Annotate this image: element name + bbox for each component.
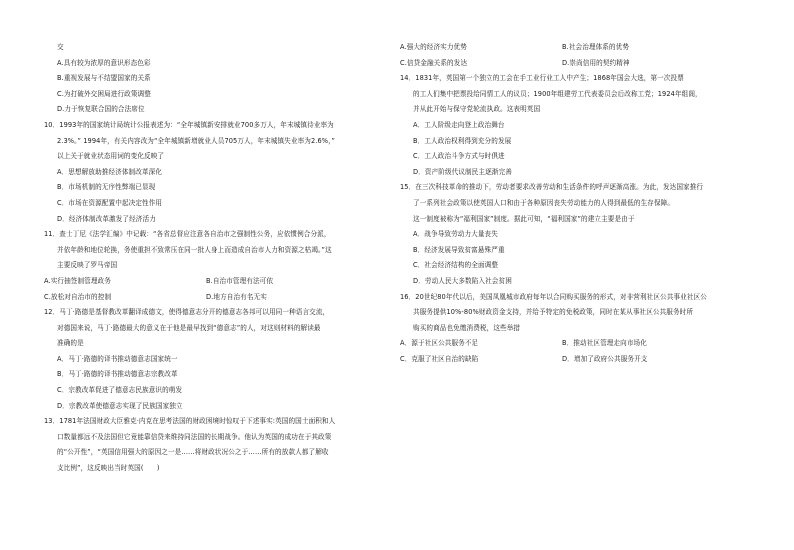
text-line: C．工人政治斗争方式与时俱进 [413, 152, 505, 161]
text-line: 购买的商品也免缴消费税，这些举措 [413, 323, 521, 332]
text-line: C．市场在资源配置中起决定性作用 [57, 198, 163, 207]
option-row [400, 56, 750, 72]
text-line: 并从此开始与保守党轮流执政。这表明英国 [413, 105, 541, 114]
text-line: 了一系列社会政策以使英国人口和由于各种原因丧失劳动能力的人得到最低的生存保障。 [413, 198, 675, 207]
text-line: A．工人阶级走向登上政治舞台 [413, 120, 505, 129]
right-column [400, 40, 750, 367]
text-line: C．宗教改革促进了德意志民族意识的萌发 [57, 386, 183, 395]
text-line: 12．马丁·路德是基督教改革翻译成德文，使得德意志分开的德意志各邦可以用同一种语言交流， [44, 308, 330, 317]
text-line: B．工人政治权利得到充分的发展 [413, 136, 512, 145]
text-line: 对德国来说，马丁·路德最大的意义在于他是最早找到“德意志”的人，对这则材料的解读最 [57, 323, 321, 332]
text-line: D．经济体制改革激发了经济活力 [57, 214, 156, 223]
text-line: 支比例”，这反映出当时英国( ) [57, 464, 160, 473]
text-line: 16．20世纪80年代以后，美国凤凰城市政府每年以合同购买服务的形式，对非营利社区公共事业社区公 [400, 292, 707, 301]
left-column [44, 40, 384, 477]
option-left: C.放松对自治市的控制 [44, 292, 112, 301]
text-line: C.为打破外交困局进行政策调整 [57, 89, 151, 98]
text-line: A．思想解放助推经济体制改革深化 [57, 167, 163, 176]
text-line: 的工人们集中把票投给同情工人的议员；1900年组建劳工代表委员会后改称工党；1924年组阁， [413, 89, 702, 98]
text-line: 以上关于就业状态用词的变化反映了 [57, 152, 165, 161]
text-line: 共服务提供10%-80%财政资金支持，并给予特定的免税政策，同时在某从事社区公共服务时所 [413, 308, 694, 317]
option-left: C．克服了社区自治的缺陷 [400, 354, 479, 363]
text-line: D．劳动人民大多数陷入社会贫困 [413, 276, 512, 285]
option-left: C.信贷金融关系的发达 [400, 58, 468, 67]
text-line: 这一制度被称为“福利国家”制度。据此可知，“福利国家”的建立主要是由于 [413, 214, 635, 223]
text-line: 14．1831年，英国第一个独立的工会在手工业行业工人中产生；1868年国会大选，第一次投票 [400, 74, 684, 83]
option-row [400, 40, 750, 56]
option-row [44, 274, 384, 290]
text-line: 13．1781年法国财政大臣雅克·内克在思考法国的财政困境时惊叹于下述事实:英国的国土面积和人 [44, 417, 336, 426]
text-line: 15．在三次科技革命的推动下，劳动者要求改善劳动和生活条件的呼声逐渐高涨。为此，发达国家推行 [400, 183, 704, 192]
text-line: B．市场机制的无序性弊端已显现 [57, 183, 156, 192]
option-left: A.实行抽签制管理政务 [44, 276, 111, 285]
option-left: A.强大的经济实力优势 [400, 43, 467, 51]
option-right: B．推动社区管理走向市场化 [562, 339, 647, 348]
text-line: C．社会经济结构的全面调整 [413, 261, 499, 270]
option-row [44, 290, 384, 306]
text-line: A.具有较为浓厚的意识形态色彩 [57, 58, 151, 67]
text-line: 10．1993年的国家统计局统计公报表述为：“全年城镇新安排就业700多万人，年末城镇待业率为 [44, 120, 334, 129]
text-line: B．经济发展导致贫富悬殊严重 [413, 245, 505, 254]
text-line: B.重视发展与不结盟国家的关系 [57, 74, 151, 83]
text-line: 交 [57, 43, 64, 51]
option-right: D.地方自治有名无实 [206, 292, 267, 301]
text-line: 的“公开性”，“英国信用强大的原因之一是……将财政状况公之于……所有的放款人都了解收 [57, 448, 329, 457]
text-line: 口数量都远不及法国但它竟能靠信贷来维持同法国的长期战争。他认为英国的成功在于其政策 [57, 432, 332, 441]
text-line: 2.3%。” 1994年，有关内容改为“全年城镇新增就业人员705万人，年末城镇失业率为2.6%，” [57, 136, 336, 145]
text-line: A．马丁·路德的译书推动德意志国家统一 [57, 354, 178, 363]
text-line: D．资产阶级代议制民主逐渐完善 [413, 167, 512, 176]
text-line: B．马丁·路德的译书推动德意志宗教改革 [57, 370, 178, 379]
option-row [400, 336, 750, 352]
text-line: D．宗教改革使德意志实现了民族国家独立 [57, 401, 183, 410]
option-right: D．增加了政府公共服务开支 [562, 354, 648, 363]
text-line: A．战争导致劳动力大量丧失 [413, 230, 498, 239]
option-right: D.崇尚信用的契约精神 [562, 58, 630, 67]
option-left: A．源于社区公共服务不足 [400, 339, 479, 348]
text-line: 准确的是 [57, 339, 84, 348]
option-row [400, 352, 750, 368]
text-line: 并依年龄和地位轮换，务使重担不致常压在同一批人身上而造成自治市人力和资源之枯竭。”这 [57, 245, 332, 254]
text-line: 主要反映了罗马帝国 [57, 261, 118, 270]
text-line: D.力于恢复联合国的合法席位 [57, 105, 145, 114]
option-right: B.社会治理体系的优势 [562, 43, 630, 51]
text-line: 11．查士丁尼《法学汇编》中记载：“各省总督应注意各自治市之强制性公务，应依惯例合分派， [44, 230, 331, 239]
option-right: B.自治市管理有法可依 [206, 276, 274, 285]
